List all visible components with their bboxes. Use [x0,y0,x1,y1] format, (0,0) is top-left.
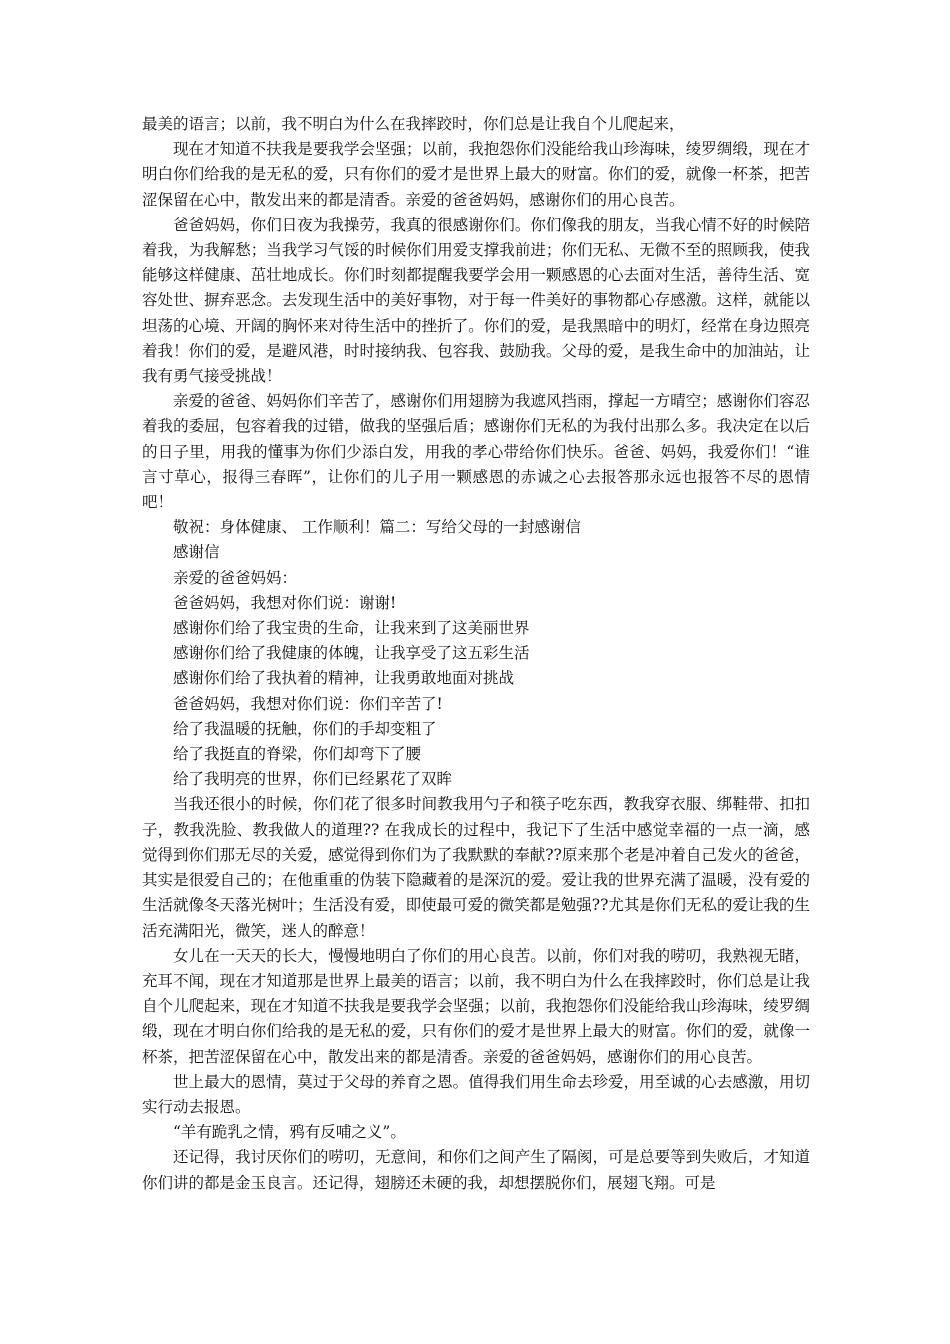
paragraph: 世上最大的恩情，莫过于父母的养育之恩。值得我们用生命去珍爱，用至诚的心去感激，用切实行动去报恩。 [142,1072,810,1116]
verse-line: 感谢你们给了我宝贵的生命，让我来到了这美丽世界 [173,619,530,638]
verse-line: 感谢你们给了我执着的精神，让我勇敢地面对挑战 [173,669,515,688]
verse-line: 爸爸妈妈，我想对你们说：你们辛苦了! [173,694,443,713]
paragraph: 现在才知道不扶我是要我学会坚强；以前，我抱怨你们没能给我山珍海味，绫罗绸缎，现在才明白你们给我的是无私的爱，只有你们的爱才是世界上最大的财富。你们的爱，就像一杯茶，把苦涩保留在心中，散发出来的都是清香。亲爱的爸爸妈妈，感谢你们的用心良苦。 [142,140,810,209]
paragraph: 女儿在一天天的长大，慢慢地明白了你们的用心良苦。以前，你们对我的唠叨，我熟视无睹，充耳不闻，现在才知道那是世界上最美的语言；以前，我不明白为什么在我摔跤时，你们总是让我自个儿爬起来，现在才知道不扶我是要我学会坚强；以前，我抱怨你们没能给我山珍海味，绫罗绸缎，现在才明白你们给我的是无私的爱，只有你们的爱才是世界上最大的财富。你们的爱，就像一杯茶，把苦涩保留在心中，散发出来的都是清香。亲爱的爸爸妈妈，感谢你们的用心良苦。 [142,946,810,1066]
paragraph: 亲爱的爸爸、妈妈你们辛苦了，感谢你们用翅膀为我遮风挡雨，撑起一方晴空；感谢你们容忍着我的委屈，包容着我的过错，做我的坚强后盾；感谢你们无私的为我付出那么多。我决定在以后的日子里，用我的懂事为你们少添白发，用我的孝心带给你们快乐。爸爸、妈妈，我爱你们！“谁言寸草心，报得三春晖”，让你们的儿子用一颗感恩的赤诚之心去报答那永远也报答不尽的恩情吧！ [142,392,810,512]
paragraph: 还记得，我讨厌你们的唠叨，无意间，和你们之间产生了隔阂，可是总要等到失败后，才知道你们讲的都是金玉良言。还记得，翅膀还未硬的我，却想摆脱你们，展翅飞翔。可是 [142,1148,810,1192]
verse-line: 给了我明亮的世界，你们已经累花了双眸 [173,770,453,789]
paragraph: 最美的语言；以前，我不明白为什么在我摔跤时，你们总是让我自个儿爬起来， [142,115,685,133]
verse-line: 给了我温暖的抚触，你们的手却变粗了 [173,719,437,738]
verse-line: 爸爸妈妈，我想对你们说：谢谢! [173,593,397,612]
document-page [142,112,810,1196]
quote-line: “羊有跪乳之情，鸦有反哺之义”。 [173,1123,406,1142]
salutation: 亲爱的爸爸妈妈： [173,568,298,587]
closing-line: 敬祝：身体健康、 工作顺利！篇二：写给父母的一封感谢信 [173,518,581,537]
paragraph: 当我还很小的时候，你们花了很多时间教我用勺子和筷子吃东西，教我穿衣服、绑鞋带、扣扣子，教我洗脸、教我做人的道理?? 在我成长的过程中，我记下了生活中感觉幸福的一点一滴，感觉得到你们那无尽的关爱，感觉得到你们为了我默默的奉献??原来那个老是冲着自己发火的爸爸，其实是很爱自己的；在他重重的伪装下隐藏着的是深沉的爱。爱让我的世界充满了温暖，没有爱的生活就像冬天落光树叶；生活没有爱，即使最可爱的微笑都是勉强??尤其是你们无私的爱让我的生活充满阳光，微笑，迷人的醉意！ [142,795,810,940]
verse-line: 感谢你们给了我健康的体魄，让我享受了这五彩生活 [173,644,530,663]
verse-line: 给了我挺直的脊梁，你们却弯下了腰 [173,745,422,764]
letter-title: 感谢信 [173,543,220,562]
paragraph: 爸爸妈妈，你们日夜为我操劳，我真的很感谢你们。你们像我的朋友，当我心情不好的时候陪着我，为我解愁；当我学习气馁的时候你们用爱支撑我前进；你们无私、无微不至的照顾我，使我能够这样健康、茁壮地成长。你们时刻都提醒我要学会用一颗感恩的心去面对生活，善待生活、宽容处世、摒弃恶念。去发现生活中的美好事物，对于每一件美好的事物都心存感激。这样，就能以坦荡的心境、开阔的胸怀来对待生活中的挫折了。你们的爱，是我黑暗中的明灯，经常在身边照亮着我！你们的爱，是避风港，时时接纳我、包容我、鼓励我。父母的爱，是我生命中的加油站，让我有勇气接受挑战！ [142,215,810,386]
